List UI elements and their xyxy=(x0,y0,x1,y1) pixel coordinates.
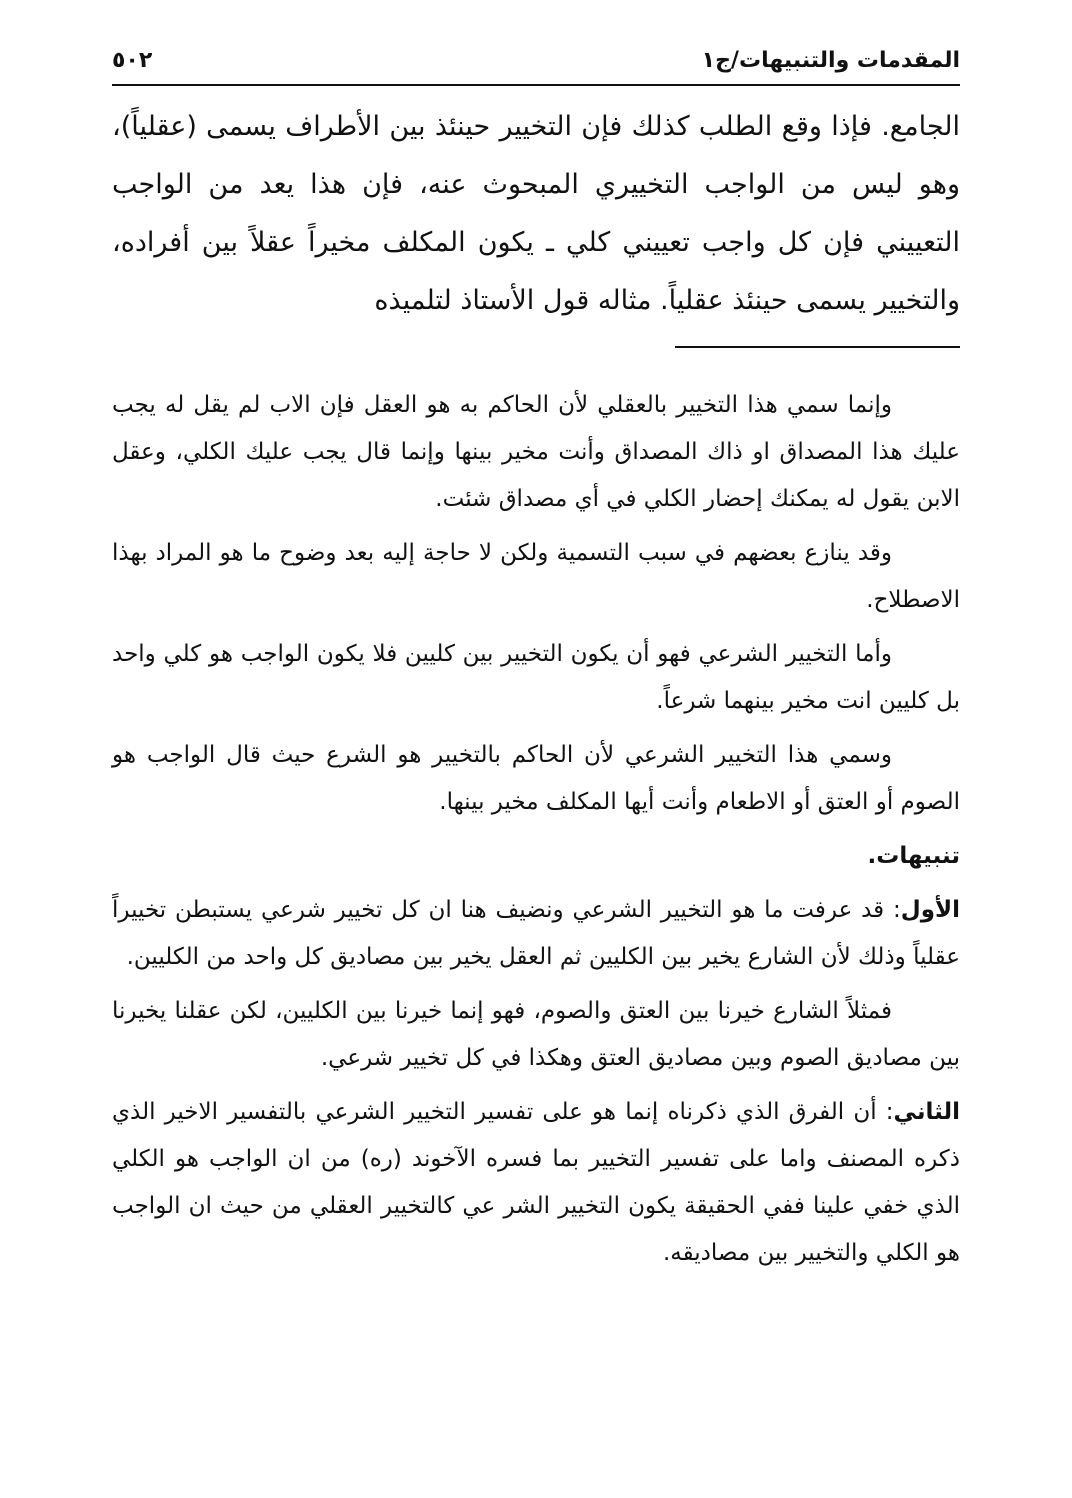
second-note-label: الثاني xyxy=(893,1099,960,1125)
running-title: المقدمات والتنبيهات/ج١ xyxy=(701,47,960,73)
footnote-paragraph: وسمي هذا التخيير الشرعي لأن الحاكم بالتخيير هو الشرع حيث قال الواجب هو الصوم أو العتق أو الاطعام وأنت أيها المكلف مخير بينها. xyxy=(112,742,960,815)
notes-heading: تنبيهات. xyxy=(867,843,960,869)
header-divider xyxy=(112,84,960,86)
footnotes-section xyxy=(112,382,960,1284)
footnote-paragraph-first xyxy=(112,887,960,981)
footnote-paragraph: وقد ينازع بعضهم في سبب التسمية ولكن لا حاجة إليه بعد وضوح ما هو المراد بهذا الاصطلاح. xyxy=(112,540,960,613)
second-note-text: : أن الفرق الذي ذكرناه إنما هو على تفسير التخيير الشرعي بالتفسير الاخير الذي ذكره المصنف واما على تفسير التخيير بما فسره الآخوند (ره) من ان الواجب هو الكلي الذي خفي علينا ففي الحقيقة يكون التخيير الشر عي كالتخيير العقلي من حيث ان الواجب هو الكلي والتخيير بين مصاديقه. xyxy=(112,1099,960,1266)
page-number: ٥٠٢ xyxy=(112,47,153,73)
main-paragraph: الجامع. فإذا وقع الطلب كذلك فإن التخيير حينئذ بين الأطراف يسمى (عقلياً)، وهو ليس من الواجب التخييري المبحوث عنه، فإن هذا يعد من الواجب التعييني فإن كل واجب تعييني كلي ـ يكون المكلف مخيراً عقلاً بين أفراده، والتخيير يسمى حينئذ عقلياً. مثاله قول الأستاذ لتلميذه xyxy=(112,111,960,316)
page-header xyxy=(112,38,960,82)
footnote-divider xyxy=(675,346,960,348)
footnote-paragraph: وإنما سمي هذا التخيير بالعقلي لأن الحاكم به هو العقل فإن الاب لم يقل له يجب عليك هذا المصداق او ذاك المصداق وأنت مخير بينها وإنما قال يجب عليك الكلي، وعقل الابن يقول له يمكنك إحضار الكلي في أي مصداق شئت. xyxy=(112,392,960,512)
footnote-paragraph: وأما التخيير الشرعي فهو أن يكون التخيير بين كليين فلا يكون الواجب هو كلي واحد بل كليين انت مخير بينهما شرعاً. xyxy=(112,641,960,714)
first-note-text: : قد عرفت ما هو التخيير الشرعي ونضيف هنا ان كل تخيير شرعي يستبطن تخييراً عقلياً وذلك لأن الشارع يخير بين الكليين ثم العقل يخير بين مصاديق كل واحد من الكليين. xyxy=(112,897,960,970)
footnote-paragraph: فمثلاً الشارع خيرنا بين العتق والصوم، فهو إنما خيرنا بين الكليين، لكن عقلنا يخيرنا بين مصاديق الصوم وبين مصاديق العتق وهكذا في كل تخيير شرعي. xyxy=(112,998,960,1071)
footnote-paragraph-second xyxy=(112,1089,960,1277)
first-note-label: الأول xyxy=(900,897,960,923)
